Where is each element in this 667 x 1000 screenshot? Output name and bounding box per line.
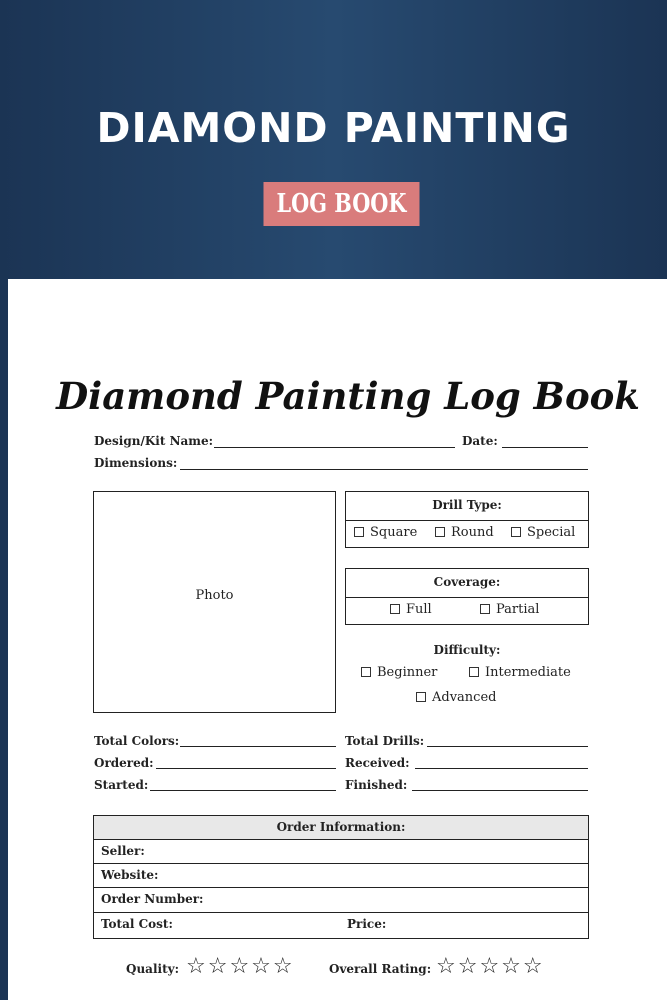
photo-box [93,491,336,713]
difficulty-intermediate-option[interactable]: Intermediate [469,665,571,680]
cover-title: DIAMOND PAINTING [96,104,571,152]
price-label[interactable]: Price: [347,917,387,931]
order-info-heading: Order Information: [94,816,588,839]
design-line[interactable] [214,447,455,448]
drill-type-heading: Drill Type: [432,498,502,512]
order-number-label[interactable]: Order Number: [101,892,204,906]
checkbox-icon[interactable] [511,527,521,537]
checkbox-icon[interactable] [354,527,364,537]
divider [94,887,588,888]
cover-badge: LOG BOOK [264,182,420,226]
page-title: Diamond Painting Log Book [56,374,640,418]
ordered-label: Ordered: [94,756,154,770]
order-info-table [93,815,589,939]
drill-square-option[interactable]: Square [354,525,417,540]
coverage-full-option[interactable]: Full [390,602,432,617]
difficulty-beginner-option[interactable]: Beginner [361,665,437,680]
drill-type-box [345,491,589,548]
dimensions-label: Dimensions: [94,456,178,470]
dimensions-line[interactable] [180,469,588,470]
total-colors-line[interactable] [180,746,336,747]
total-colors-label: Total Colors: [94,734,180,748]
coverage-partial-option[interactable]: Partial [480,602,539,617]
divider [94,839,588,840]
date-label: Date: [462,434,498,448]
divider [94,863,588,864]
checkbox-icon[interactable] [435,527,445,537]
difficulty-advanced-option[interactable]: Advanced [416,690,496,705]
date-line[interactable] [502,447,588,448]
divider [346,520,588,521]
checkbox-icon[interactable] [390,604,400,614]
drill-round-option[interactable]: Round [435,525,494,540]
received-line[interactable] [415,768,588,769]
design-label: Design/Kit Name: [94,434,214,448]
divider [94,912,588,913]
finished-label: Finished: [345,778,408,792]
coverage-heading: Coverage: [433,575,501,589]
website-label[interactable]: Website: [101,868,159,882]
ordered-line[interactable] [156,768,336,769]
log-page [8,279,667,1000]
divider [346,597,588,598]
checkbox-icon[interactable] [361,667,371,677]
quality-label: Quality: [126,962,180,976]
total-drills-label: Total Drills: [345,734,425,748]
started-label: Started: [94,778,149,792]
checkbox-icon[interactable] [469,667,479,677]
photo-label: Photo [195,588,234,603]
received-label: Received: [345,756,410,770]
drill-special-option[interactable]: Special [511,525,575,540]
seller-label[interactable]: Seller: [101,844,145,858]
finished-line[interactable] [412,790,588,791]
total-drills-line[interactable] [427,746,588,747]
quality-stars[interactable]: ☆☆☆☆☆ [186,954,295,979]
difficulty-heading: Difficulty: [433,643,501,657]
overall-rating-stars[interactable]: ☆☆☆☆☆ [436,954,545,979]
checkbox-icon[interactable] [480,604,490,614]
started-line[interactable] [150,790,336,791]
total-cost-label[interactable]: Total Cost: [101,917,173,931]
coverage-box [345,568,589,625]
overall-rating-label: Overall Rating: [329,962,432,976]
checkbox-icon[interactable] [416,692,426,702]
